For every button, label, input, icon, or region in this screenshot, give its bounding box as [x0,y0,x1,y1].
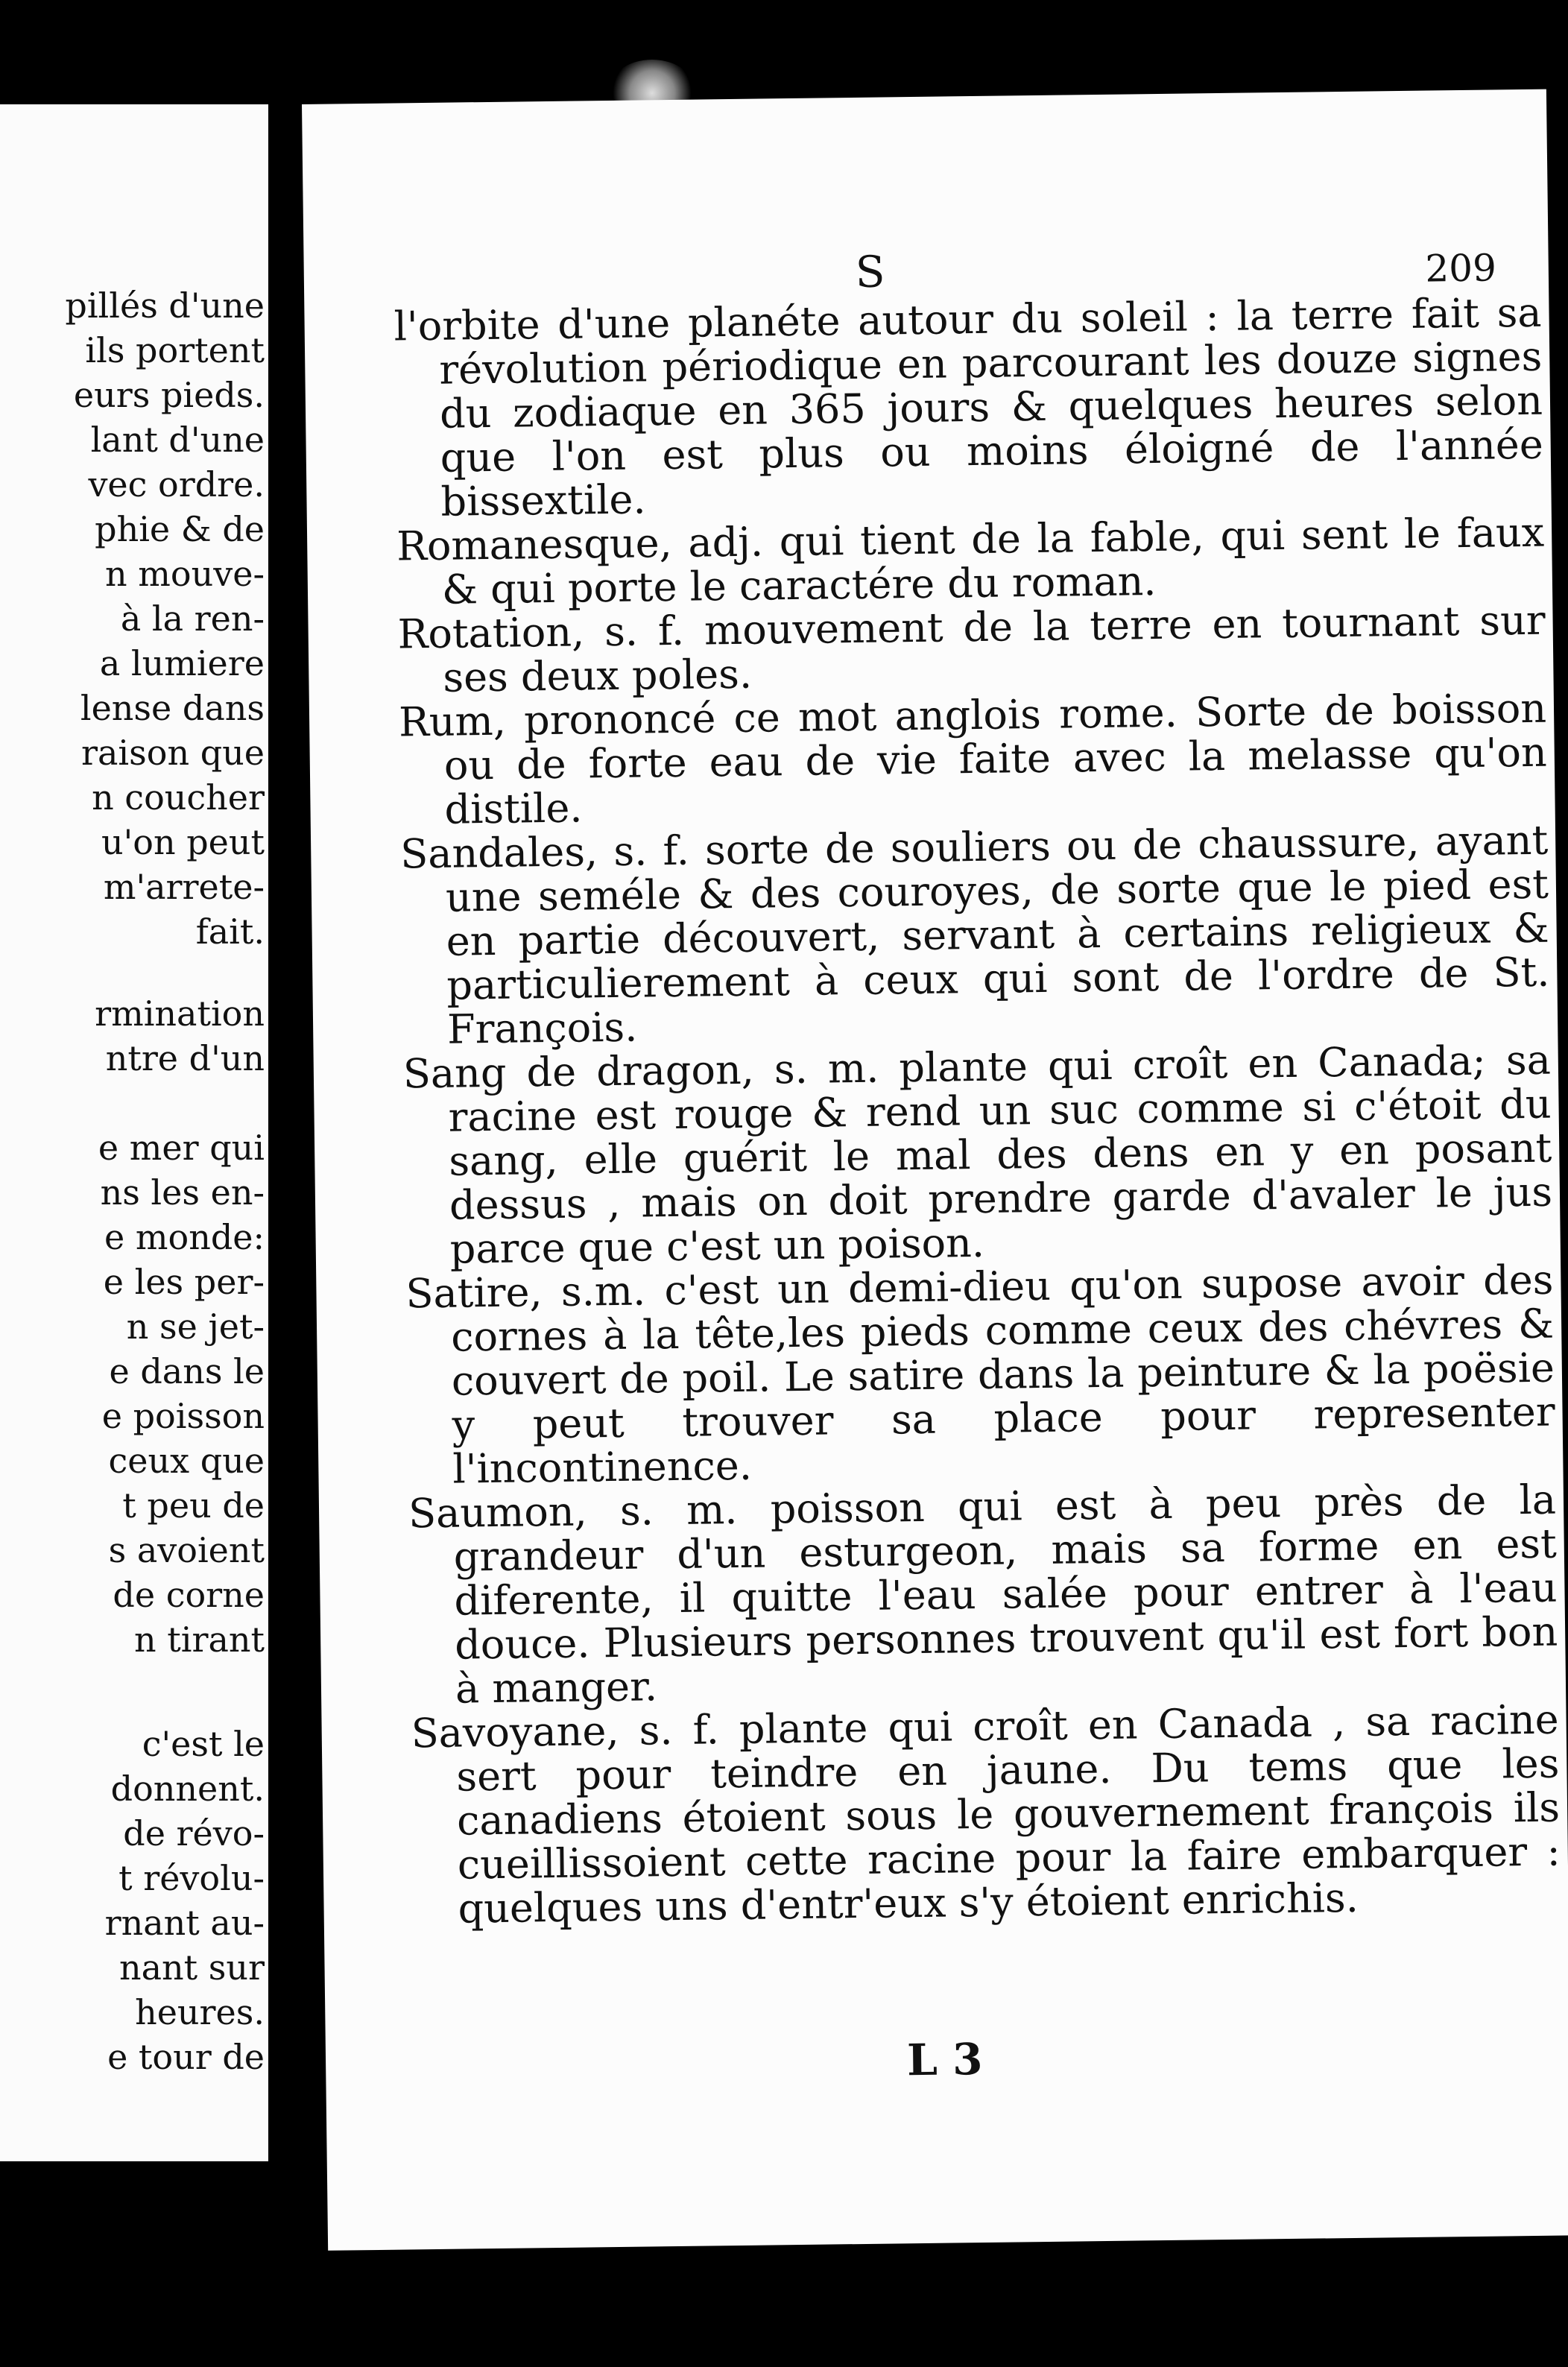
left-line: t peu de [122,1485,265,1526]
entry-definition: s. m. plante qui croît en Canada; sa racine est rouge & rend un suc comme si c'étoit du sang, elle guérit le mal des dens en y en posant dessus , mais on doit prendre garde d'avaler le jus parce que c'est un poison. [448,1036,1553,1273]
signature-mark: L 3 [906,2034,983,2086]
left-line: n coucher [92,777,265,818]
entry-headword: Sang de dragon, [402,1046,755,1098]
continuation-text: l'orbite d'une planéte autour du soleil : la terre fait sa révolution périodique en parcourant les douze signes du zodiaque en 365 jours & quelques heures selon que l'on est plus ou moins éloigné de l'année bissextile. [393,288,1544,525]
dictionary-entry [411,1698,1561,1932]
left-line: s avoient [108,1530,265,1570]
left-page-fragment [0,104,268,2161]
left-line: lant d'une [90,420,265,460]
left-line: e les per- [103,1262,265,1302]
left-line: u'on peut [101,822,265,862]
entry-definition: prononcé ce mot anglois rome. Sorte de boisson ou de forte eau de vie faite avec la melasse qu'on distile. [443,684,1548,833]
left-line: c'est le [142,1724,265,1764]
left-line: ns les en- [100,1172,265,1213]
left-line: eurs pieds. [73,375,265,415]
left-line: ils portent [85,330,265,370]
entry-definition: adj. qui tient de la fable, qui sent le faux & qui porte le caractére du roman. [441,508,1545,613]
left-line: nant sur [118,1947,265,1988]
entry-headword: Savoyane, [411,1707,619,1757]
dictionary-entry [397,598,1546,701]
entry-definition: s. f. sorte de souliers ou de chaussure, ayant une seméle & des couroyes, de sorte que le pied est en partie découvert, servant à certains religieux & particulierement à ceux qui sont de l'ordre de St. François. [445,816,1550,1053]
entry-headword: Rum, [398,697,507,746]
left-line: n se jet- [126,1306,265,1347]
left-line: a lumiere [99,643,265,683]
left-line: ntre d'un [105,1038,265,1078]
left-line: rmination [95,993,265,1034]
left-line: rnant au- [104,1903,265,1943]
dictionary-entry [396,508,1545,613]
book-gutter [268,89,306,2251]
left-page-text [0,283,265,2079]
entry-headword: Romanesque, [396,519,673,570]
left-line: donnent. [110,1769,265,1809]
left-line: de corne [113,1575,265,1615]
left-line: e monde: [104,1217,265,1257]
dictionary-entry [408,1478,1558,1712]
left-line: phie & de [95,509,265,549]
left-line: raison que [81,733,265,773]
entry-definition: s.m. c'est un demi-dieu qu'on supose avoir des cornes à la tête,les pieds comme ceux des chévres & couvert de poil. Le satire dans la peinture & la poësie y peut trouver sa place pour representer l'incontinence. [450,1256,1555,1493]
left-line: e tour de [107,2037,265,2077]
entry-headword: Satire, [405,1268,543,1318]
left-line: heures. [135,1992,265,2032]
dictionary-entry [400,818,1550,1052]
left-line: ceux que [108,1441,265,1481]
entry-headword: Sandales, [399,828,598,878]
left-line: à la ren- [120,598,265,639]
left-line: m'arrete- [103,867,265,907]
dictionary-text [393,288,1561,1933]
continuation-paragraph [393,288,1544,525]
left-line: t révolu- [118,1858,265,1898]
entry-headword: Rotation, [397,608,585,658]
page-number: 209 [1425,246,1497,291]
left-line: e mer qui [98,1128,265,1168]
dictionary-entry [403,1038,1553,1272]
dictionary-entry [405,1258,1555,1492]
left-line: n tirant [134,1619,265,1660]
left-line: e poisson [101,1396,265,1436]
left-line: n mouve- [105,554,265,594]
left-line: e dans le [109,1351,265,1391]
left-line: pillés d'une [65,285,265,326]
entry-definition: s. m. poisson qui est à peu près de la grandeur d'un esturgeon, mais sa forme en est diferente, il quitte l'eau salée pour entrer à l'eau douce. Plusieurs personnes trouvent qu'il est fort bon à manger. [453,1476,1558,1713]
entry-headword: Saumon, [408,1488,588,1538]
left-line: vec ordre. [88,464,265,505]
dictionary-entry [399,686,1548,832]
entry-definition: s. f. plante qui croît en Canada , sa racine sert pour teindre en jaune. Du tems que les canadiens étoient sous le gouvernement françois ils cueillissoient cette racine pour la faire embarquer : quelques uns d'entr'eux s'y étoient enrichis. [456,1696,1561,1933]
left-line: lense dans [80,688,265,728]
running-head: S [855,246,885,297]
left-line: fait. [195,911,265,952]
entry-definition: s. f. mouvement de la terre en tournant sur ses deux poles. [443,596,1546,701]
right-page [302,89,1568,2251]
left-line: de révo- [123,1813,265,1854]
